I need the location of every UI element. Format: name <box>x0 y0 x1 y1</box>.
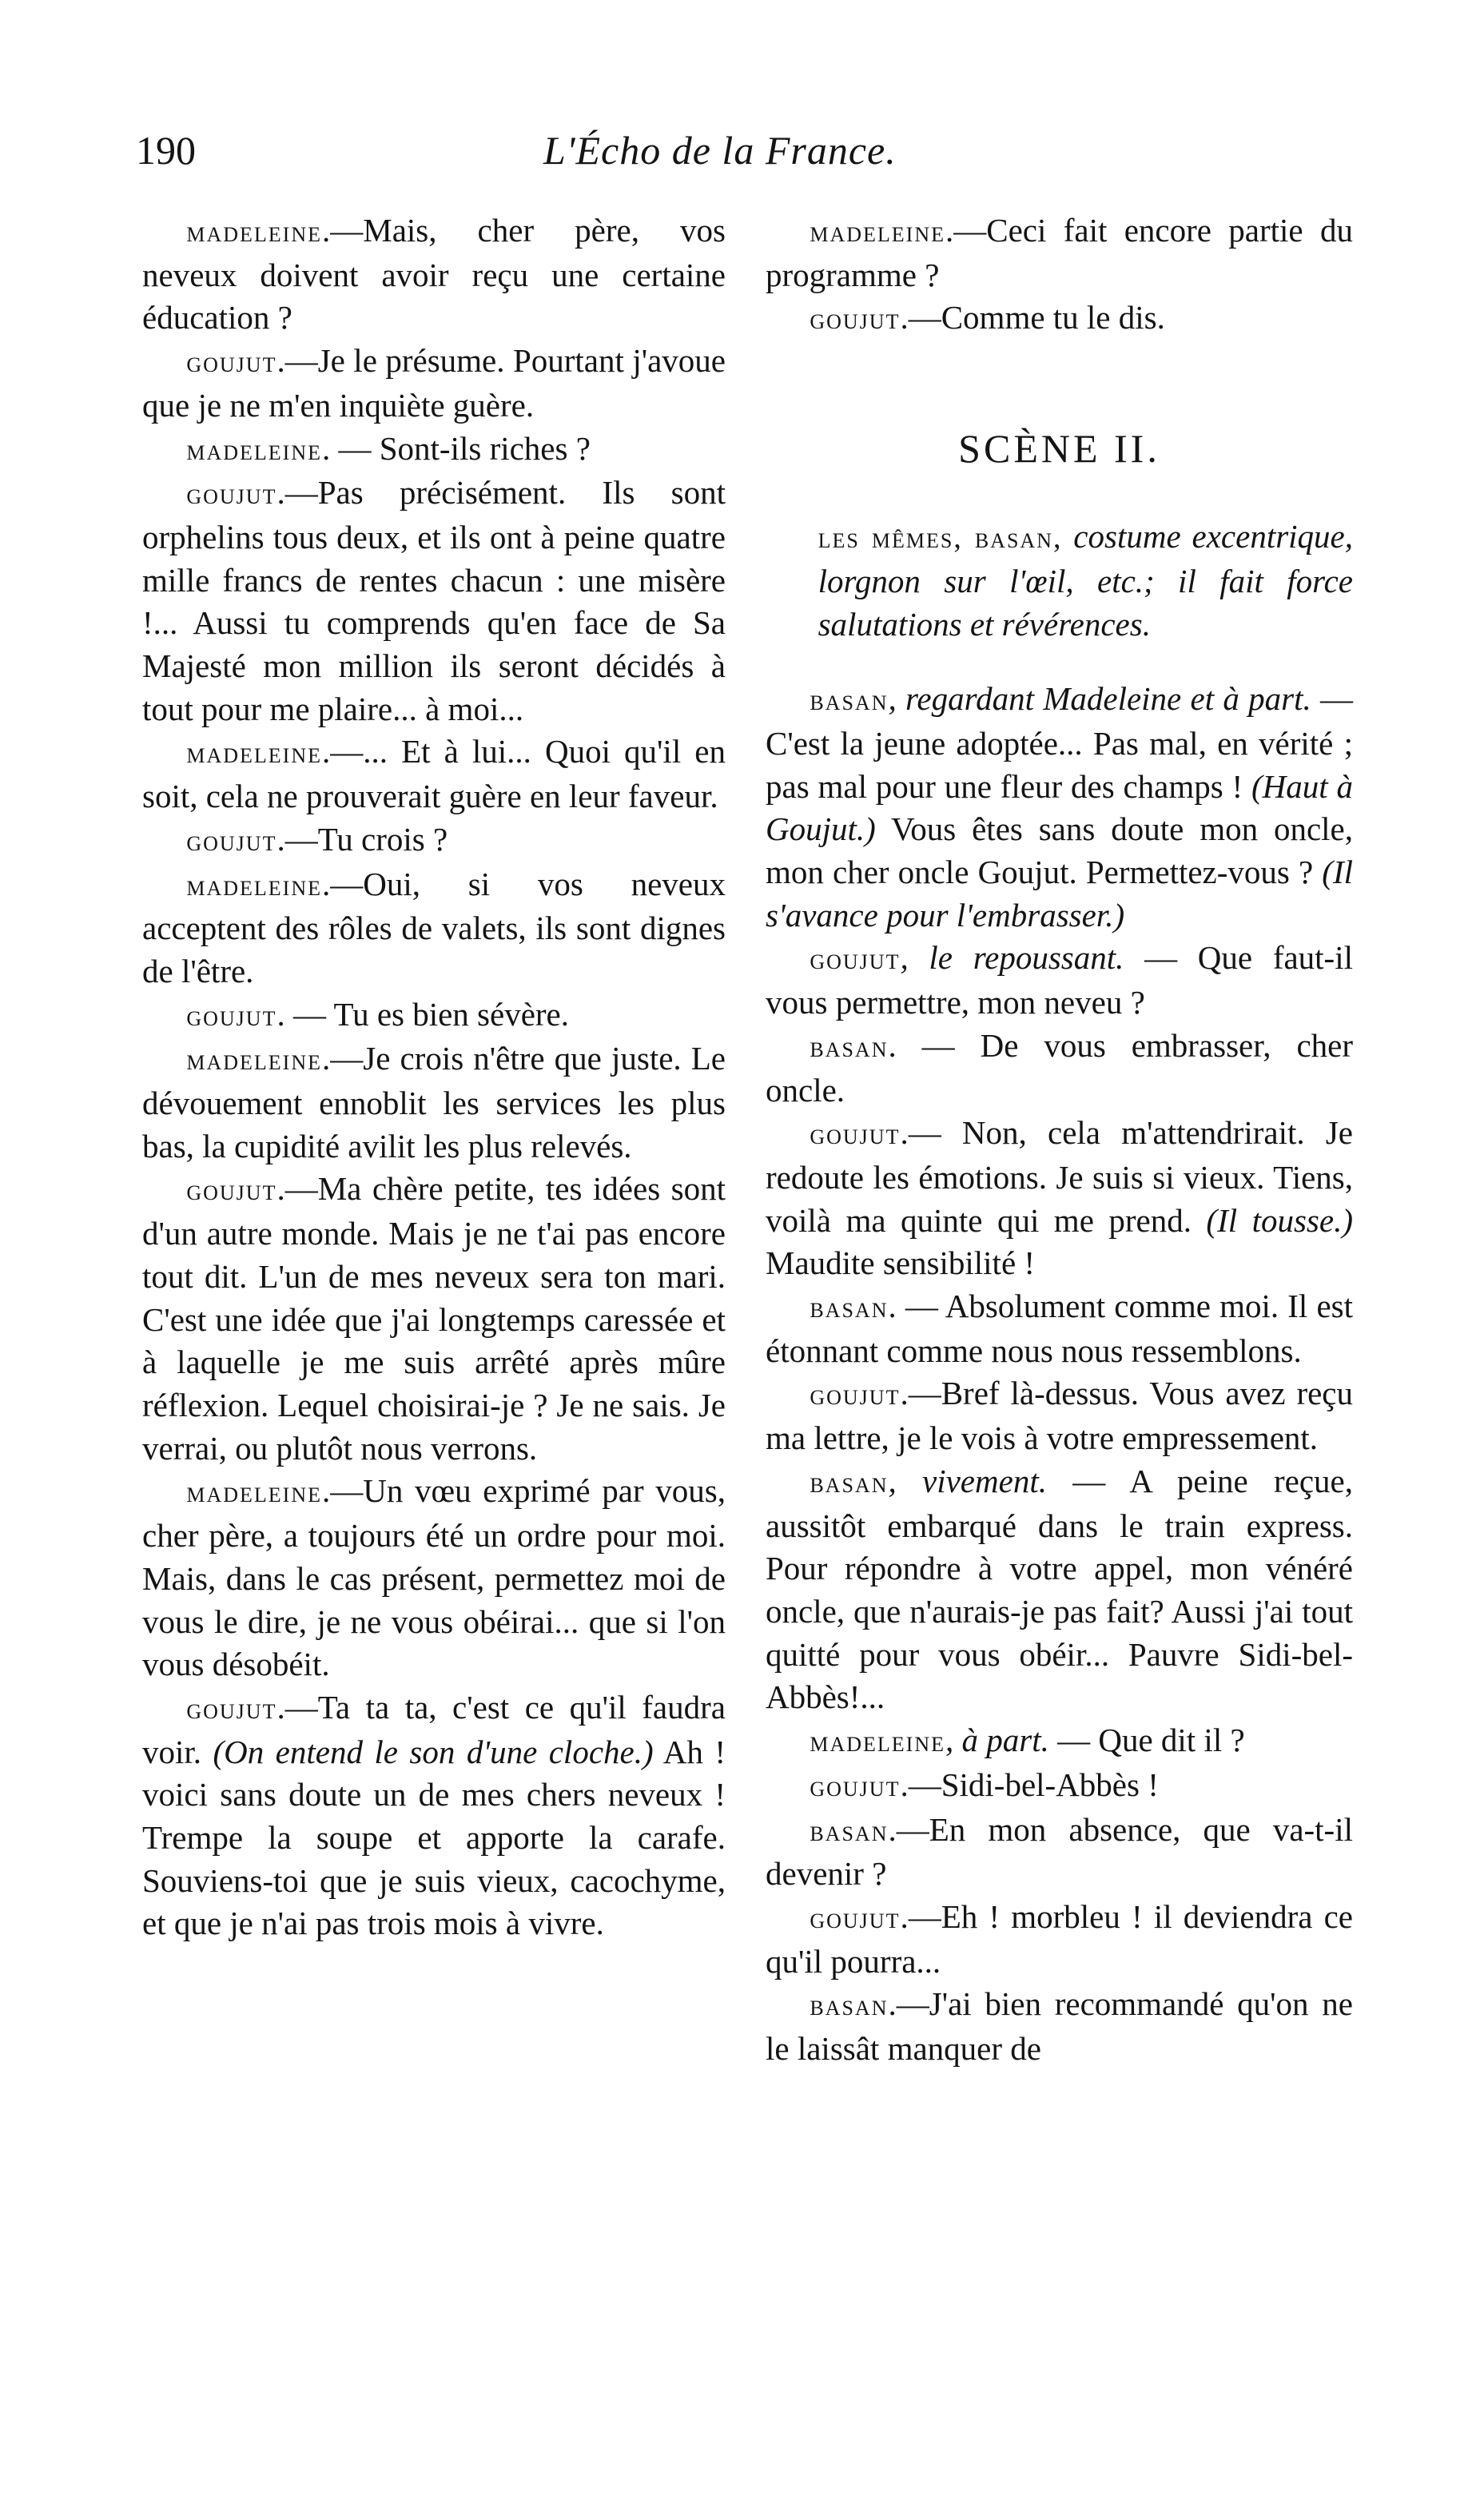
speaker-name: goujut <box>186 345 277 380</box>
dialogue-line <box>142 1470 726 1686</box>
dialogue-text: .—Je le présume. Pourtant j'avoue que je ne m'en inquiète guère. <box>142 342 726 424</box>
speaker-name: goujut <box>810 1117 901 1152</box>
dialogue-text: .—Ta ta ta, c'est ce qu'il faudra voir. <box>142 1688 726 1770</box>
speaker-name: basan <box>810 1989 889 2023</box>
dialogue-line <box>142 1037 726 1168</box>
dialogue-text: . — De vous embrasser, cher oncle. <box>766 1026 1353 1109</box>
dialogue-line <box>766 1372 1353 1459</box>
dialogue-text: .—... Et à lui... Quoi qu'il en soit, cela ne prouverait guère en leur faveur. <box>142 733 726 815</box>
dialogue-line <box>766 937 1353 1024</box>
speaker-name: madeleine <box>186 1475 322 1510</box>
speaker-name: goujut <box>810 1901 901 1935</box>
dialogue-line <box>142 340 726 427</box>
scene-cast <box>766 516 1353 646</box>
dialogue-text: .—Eh ! morbleu ! il deviendra ce qu'il pourra... <box>766 1897 1353 1980</box>
dialogue-line <box>142 209 726 340</box>
dialogue-line <box>142 863 726 993</box>
dialogue-text: .—Pas précisément. Ils sont orphelins tous deux, et ils ont à peine quatre mille francs de rentes chacun : une misère !... Aussi tu comprends qu'en face de Sa Majesté mon million ils seront décidés à tout pour me plaire... à moi... <box>142 474 726 727</box>
speaker-name: madeleine <box>186 868 322 902</box>
right-column <box>766 209 1353 2071</box>
dialogue-line <box>766 1285 1353 1372</box>
dialogue-text: — Que faut-il vous permettre, mon neveu ? <box>766 939 1353 1021</box>
dialogue-text: . — Sont-ils riches ? <box>321 429 591 467</box>
stage-direction: (On entend le son d'une cloche.) <box>213 1733 654 1770</box>
dialogue-text: . — Absolument comme moi. Il est étonnant comme nous nous ressemblons. <box>766 1288 1353 1369</box>
dialogue-text: .—Comme tu le dis. <box>900 299 1165 336</box>
speaker-name: goujut <box>186 1173 277 1208</box>
dialogue-line <box>766 1719 1353 1764</box>
dialogue-line <box>766 1896 1353 1983</box>
dialogue-text: .—Sidi-bel-Abbès ! <box>900 1766 1159 1803</box>
speaker-name: basan <box>810 683 889 718</box>
speaker-name: madeleine <box>186 736 322 770</box>
dialogue-text: — Que dit il ? <box>1048 1722 1245 1759</box>
dialogue-text: Ah ! voici sans doute un de mes chers neveux ! Trempe la soupe et apporte la carafe. Souviens-toi que je suis vieux, cacochyme, et que je n'ai pas trois mois à vivre. <box>142 1733 726 1942</box>
dialogue-text: .—Mais, cher père, vos neveux doivent avoir reçu une certaine éducation ? <box>142 212 726 336</box>
dialogue-line <box>766 678 1353 937</box>
dialogue-text: — C'est la jeune adoptée... Pas mal, en vérité ; pas mal pour une fleur des champs ! <box>766 680 1353 805</box>
dialogue-line <box>766 1764 1353 1809</box>
speaker-name: goujut <box>186 998 277 1033</box>
dialogue-line <box>766 209 1353 297</box>
stage-direction: (Il s'avance pour l'embrasser.) <box>766 854 1353 934</box>
dialogue-text: .—Ma chère petite, tes idées sont d'un autre monde. Mais je ne t'ai pas encore tout dit. L'un de mes neveux sera ton mari. C'est une idée que j'ai longtemps caressée et à laquelle je me suis arrêté après mûre réflexion. Lequel choisirai-je ? Je ne sais. Je verrai, ou plutôt nous verrons. <box>142 1170 726 1467</box>
stage-direction: , le repoussant. <box>900 939 1124 977</box>
dialogue-text: .—Bref là-dessus. Vous avez reçu ma lettre, je le vois à votre empressement. <box>766 1375 1353 1457</box>
dialogue-text: — A peine reçue, aussitôt embarqué dans le train express. Pour répondre à votre appel, mon vénéré oncle, que n'aurais-je pas fait? Aussi j'ai tout quitté pour vous obéir... Pauvre Sidi-bel-Abbès!... <box>766 1462 1353 1716</box>
dialogue-text: Maudite sensibilité ! <box>766 1244 1036 1282</box>
dialogue-text: .— Non, cela m'attendrirait. Je redoute les émotions. Je suis si vieux. Tiens, voilà ma quinte qui me prend. <box>766 1114 1353 1239</box>
cast-names: les mêmes, basan, <box>818 521 1063 555</box>
speaker-name: basan <box>810 1291 889 1325</box>
stage-direction: , vivement. <box>888 1462 1047 1499</box>
dialogue-line <box>142 1168 726 1470</box>
speaker-name: goujut <box>810 1378 901 1412</box>
dialogue-text: .—Un vœu exprimé par vous, cher père, a toujours été un ordre pour moi. Mais, dans le cas présent, permettez moi de vous le dire, je ne vous obéirai... que si l'on vous désobéit. <box>142 1472 726 1683</box>
speaker-name: goujut <box>186 1691 277 1726</box>
speaker-name: goujut <box>810 302 901 336</box>
speaker-name: madeleine <box>810 1725 945 1759</box>
dialogue-line <box>142 818 726 863</box>
dialogue-line <box>766 1983 1353 2070</box>
speaker-name: goujut <box>810 942 901 977</box>
page-header <box>136 126 1367 190</box>
dialogue-line <box>766 1809 1353 1896</box>
stage-direction: (Haut à Goujut.) <box>766 767 1353 848</box>
speaker-name: madeleine <box>186 1043 322 1077</box>
speaker-name: madeleine <box>186 432 322 467</box>
dialogue-line <box>142 731 726 818</box>
dialogue-text: .—En mon absence, que va-t-il devenir ? <box>766 1810 1353 1893</box>
dialogue-text: . — Tu es bien sévère. <box>277 995 570 1033</box>
page-number: 190 <box>136 128 196 173</box>
dialogue-line <box>142 1686 726 1945</box>
speaker-name: madeleine <box>186 215 322 249</box>
dialogue-line <box>142 428 726 472</box>
dialogue-line <box>766 1460 1353 1719</box>
speaker-name: basan <box>810 1813 889 1848</box>
dialogue-text: .—J'ai bien recommandé qu'on ne le laissât manquer de <box>766 1985 1353 2068</box>
speaker-name: goujut <box>810 1769 901 1803</box>
dialogue-line <box>142 993 726 1038</box>
dialogue-text: .—Je crois n'être que juste. Le dévouement ennoblit les services les plus bas, la cupidité avilit les plus relevés. <box>142 1040 726 1164</box>
dialogue-line <box>142 472 726 731</box>
dialogue-text: .—Oui, si vos neveux acceptent des rôles de valets, ils sont dignes de l'être. <box>142 865 726 989</box>
dialogue-line <box>766 1025 1353 1112</box>
stage-direction: , à part. <box>945 1722 1049 1759</box>
scene-title: SCÈNE II. <box>958 426 1160 472</box>
speaker-name: basan <box>810 1465 889 1499</box>
speaker-name: madeleine <box>810 215 945 249</box>
stage-direction: costume excentrique, lorgnon sur l'œil, etc.; il fait force salutations et révérences. <box>818 518 1353 643</box>
dialogue-text: .—Ceci fait encore partie du programme ? <box>766 212 1353 293</box>
stage-direction: , regardant Madeleine et à part. <box>888 680 1311 718</box>
speaker-name: basan <box>810 1029 889 1064</box>
speaker-name: goujut <box>186 823 277 858</box>
stage-direction: (Il tousse.) <box>1206 1201 1353 1239</box>
dialogue-line <box>766 297 1353 341</box>
dialogue-line <box>766 1112 1353 1285</box>
running-title: L'Écho de la France. <box>543 128 897 173</box>
dialogue-text: Vous êtes sans doute mon oncle, mon cher oncle Goujut. Permettez-vous ? <box>766 810 1353 891</box>
dialogue-text: .—Tu crois ? <box>277 820 448 858</box>
speaker-name: goujut <box>186 477 277 512</box>
left-column <box>142 209 726 1945</box>
